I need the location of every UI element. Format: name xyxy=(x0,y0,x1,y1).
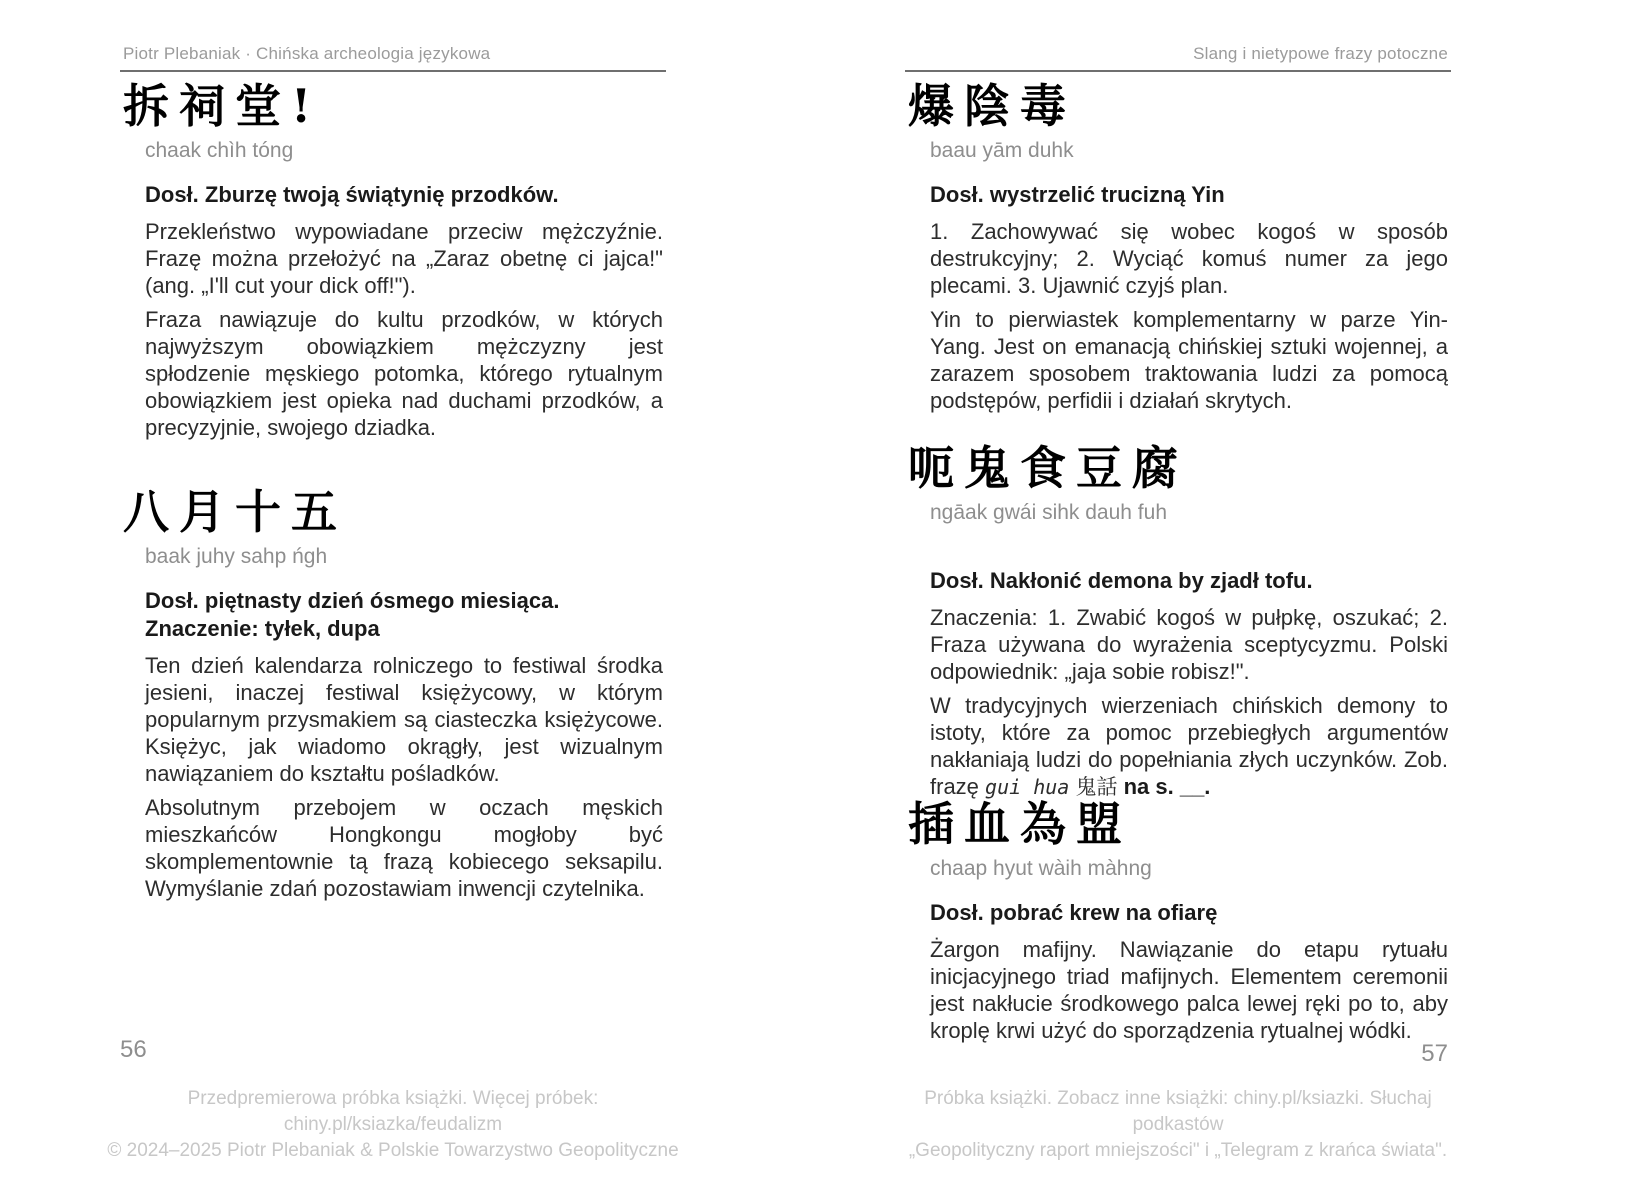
entry-definition xyxy=(145,181,663,441)
footer-right-line1: Próbka książki. Zobacz inne książki: chiny.pl/ksiazki. Słuchaj podkastów xyxy=(924,1088,1432,1135)
entry-definition xyxy=(930,567,1448,801)
footer-left-line2: © 2024–2025 Piotr Plebaniak & Polskie Towarzystwo Geopolityczne xyxy=(107,1140,679,1161)
footer-right xyxy=(888,1086,1468,1164)
head-rule-left xyxy=(120,70,666,72)
entry-hanzi: 八月十五 xyxy=(123,485,347,539)
entry-literal: Dosł. pobrać krew na ofiarę xyxy=(930,899,1218,925)
entry-paragraph: Znaczenia: 1. Zwabić kogoś w pułpkę, oszukać; 2. Fraza używana do wyrażenia sceptycyzmu. Polski odpowiednik: „jaja sobie robisz!". xyxy=(930,604,1448,684)
cross-ref-page: na s. __. xyxy=(1123,773,1211,799)
cross-ref-hanzi: 鬼話 xyxy=(1075,774,1118,799)
entry-literal: Dosł. piętnasty dzień ósmego miesiąca. xyxy=(145,587,560,613)
page-number-right: 57 xyxy=(1421,1040,1448,1067)
entry-hanzi: 插血為盟 xyxy=(908,797,1132,851)
entry-paragraph: 1. Zachowywać się wobec kogoś w sposób destrukcyjny; 2. Wyciąć komuś numer za jego plecami. 3. Ujawnić czyjś plan. xyxy=(930,218,1448,298)
entry-romanization: chaap hyut wàih màhng xyxy=(930,856,1152,880)
entry-romanization: baau yām duhk xyxy=(930,138,1074,162)
entry-hanzi: 拆祠堂! xyxy=(123,79,322,133)
entry-paragraph-with-ref xyxy=(930,692,1448,801)
entry-baau-yam-duhk xyxy=(908,80,1448,414)
entry-paragraph: Przekleństwo wypowiadane przeciw mężczyźnie. Frazę można przełożyć na „Zaraz obetnę ci jajca!" (ang. „I'll cut your dick off!"). xyxy=(145,218,663,298)
entry-hanzi: 呃鬼食豆腐 xyxy=(908,441,1188,495)
entry-baak-juhy-sahp-ngh xyxy=(123,486,663,902)
footer-right-line2: „Geopolityczny raport mniejszości" i „Telegram z krańca świata". xyxy=(908,1140,1448,1161)
page-left xyxy=(107,0,679,1191)
entry-literal: Dosł. Zburzę twoją świątynię przodków. xyxy=(145,181,559,207)
page-number-left: 56 xyxy=(120,1036,147,1063)
entry-literal: Dosł. wystrzelić trucizną Yin xyxy=(930,181,1225,207)
entry-chaak-chih-tong xyxy=(123,80,663,441)
entry-romanization: baak juhy sahp ńgh xyxy=(145,544,328,568)
head-rule-right xyxy=(905,70,1451,72)
entry-romanization: chaak chìh tóng xyxy=(145,138,294,162)
entry-definition xyxy=(145,587,663,902)
entry-paragraph: Ten dzień kalendarza rolniczego to festiwal środka jesieni, inaczej festiwal księżycowy, w którym popularnym przysmakiem są ciasteczka księżycowe. Księżyc, jak wiadomo okrągły, jest wizualnym nawiązaniem do kształtu pośladków. xyxy=(145,652,663,786)
cross-ref-pinyin: gui hua xyxy=(985,774,1070,799)
running-head-left: Piotr Plebaniak · Chińska archeologia językowa xyxy=(123,44,491,63)
entry-definition xyxy=(930,181,1448,414)
entry-ngaak-gwai-sihk-dauh-fuh xyxy=(908,442,1448,801)
entry-paragraph-text: W tradycyjnych wierzeniach chińskich demony to istoty, które za pomoc przebiegłych argumentów nakłaniają ludzi do popełniania złych uczynków. Zob. frazę xyxy=(930,692,1448,799)
footer-left xyxy=(103,1086,683,1164)
entry-paragraph: Absolutnym przebojem w oczach męskich mieszkańców Hongkongu mogłoby być skomplementownie tą frazą kobiecego seksapilu. Wymyślanie zdań pozostawiam inwencji czytelnika. xyxy=(145,794,663,901)
entry-definition xyxy=(930,899,1448,1044)
entry-paragraph: Żargon mafijny. Nawiązanie do etapu rytuału inicjacyjnego triad mafijnych. Elementem ceremonii jest nakłucie środkowego palca lewej ręki po to, aby kroplę krwi użyć do sporządzenia rytualnej wódki. xyxy=(930,936,1448,1043)
entry-hanzi: 爆陰毒 xyxy=(908,79,1076,133)
entry-paragraph: Fraza nawiązuje do kultu przodków, w których najwyższym obowiązkiem mężczyzny jest spłodzenie męskiego potomka, którego rytualnym obowiązkiem jest opieka nad duchami przodków, a precyzyjnie, swojego dziadka. xyxy=(145,306,663,440)
entry-romanization: ngāak gwái sihk dauh fuh xyxy=(930,500,1167,524)
entry-paragraph: Yin to pierwiastek komplementarny w parze Yin-Yang. Jest on emanacją chińskiej sztuki wojennej, a zarazem sposobem traktowania ludzi za pomocą podstępów, perfidii i działań skrytych. xyxy=(930,306,1448,413)
entry-literal: Dosł. Nakłonić demona by zjadł tofu. xyxy=(930,567,1313,593)
footer-left-line1: Przedpremierowa próbka książki. Więcej próbek: chiny.pl/ksiazka/feudalizm xyxy=(187,1088,599,1135)
running-head-right: Slang i nietypowe frazy potoczne xyxy=(1193,44,1448,63)
entry-chaap-hyut-waih-mahng xyxy=(908,798,1448,1044)
entry-meaning: Znaczenie: tyłek, dupa xyxy=(145,615,380,641)
page-right xyxy=(908,0,1448,1191)
